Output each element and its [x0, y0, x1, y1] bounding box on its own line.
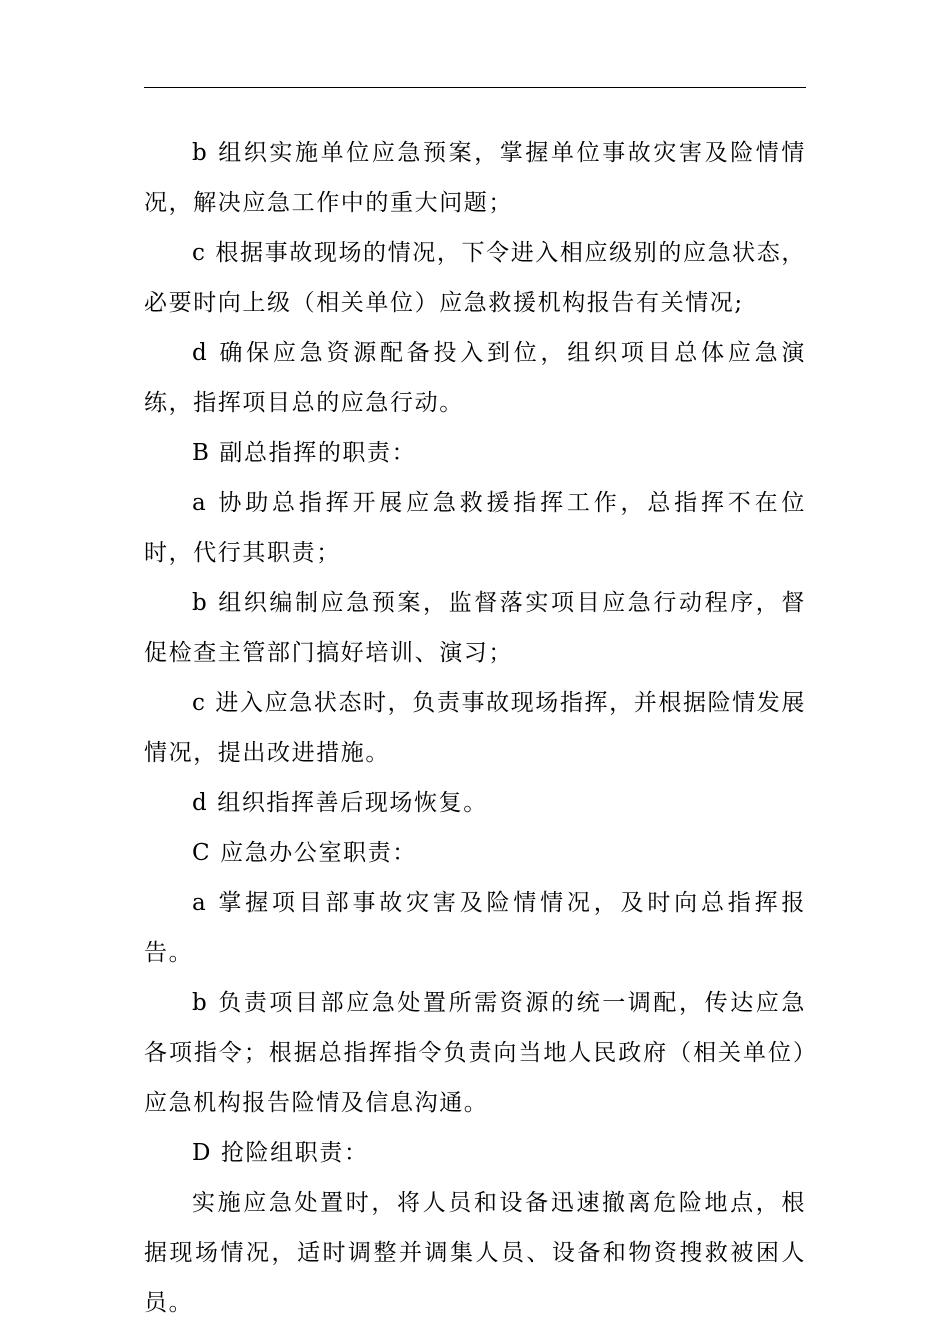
paragraph: b 负责项目部应急处置所需资源的统一调配，传达应急各项指令；根据总指挥指令负责向当地人民政府（相关单位）应急机构报告险情及信息沟通。 — [144, 990, 806, 1116]
section-heading: C 应急办公室职责： — [192, 840, 417, 866]
paragraph: b 组织编制应急预案，监督落实项目应急行动程序，督促检查主管部门搞好培训、演习； — [144, 590, 806, 666]
paragraph: a 掌握项目部事故灾害及险情情况，及时向总指挥报告。 — [144, 890, 806, 966]
paragraph: c 根据事故现场的情况，下令进入相应级别的应急状态，必要时向上级（相关单位）应急救援机构报告有关情况; — [144, 240, 806, 316]
header-rule — [144, 87, 806, 88]
paragraph: c 进入应急状态时，负责事故现场指挥，并根据险情发展情况，提出改进措施。 — [144, 690, 806, 766]
document-body — [144, 128, 806, 1328]
paragraph: d 组织指挥善后现场恢复。 — [192, 790, 488, 816]
section-heading: B 副总指挥的职责： — [192, 440, 417, 466]
section-heading: D 抢险组职责： — [192, 1140, 369, 1166]
paragraph: 实施应急处置时，将人员和设备迅速撤离危险地点，根据现场情况，适时调整并调集人员、设备和物资搜救被困人员。 — [144, 1190, 806, 1316]
paragraph: a 协助总指挥开展应急救援指挥工作，总指挥不在位时，代行其职责； — [144, 490, 806, 566]
paragraph: d 确保应急资源配备投入到位，组织项目总体应急演练，指挥项目总的应急行动。 — [144, 340, 806, 416]
paragraph: b 组织实施单位应急预案，掌握单位事故灾害及险情情况，解决应急工作中的重大问题； — [144, 140, 806, 216]
